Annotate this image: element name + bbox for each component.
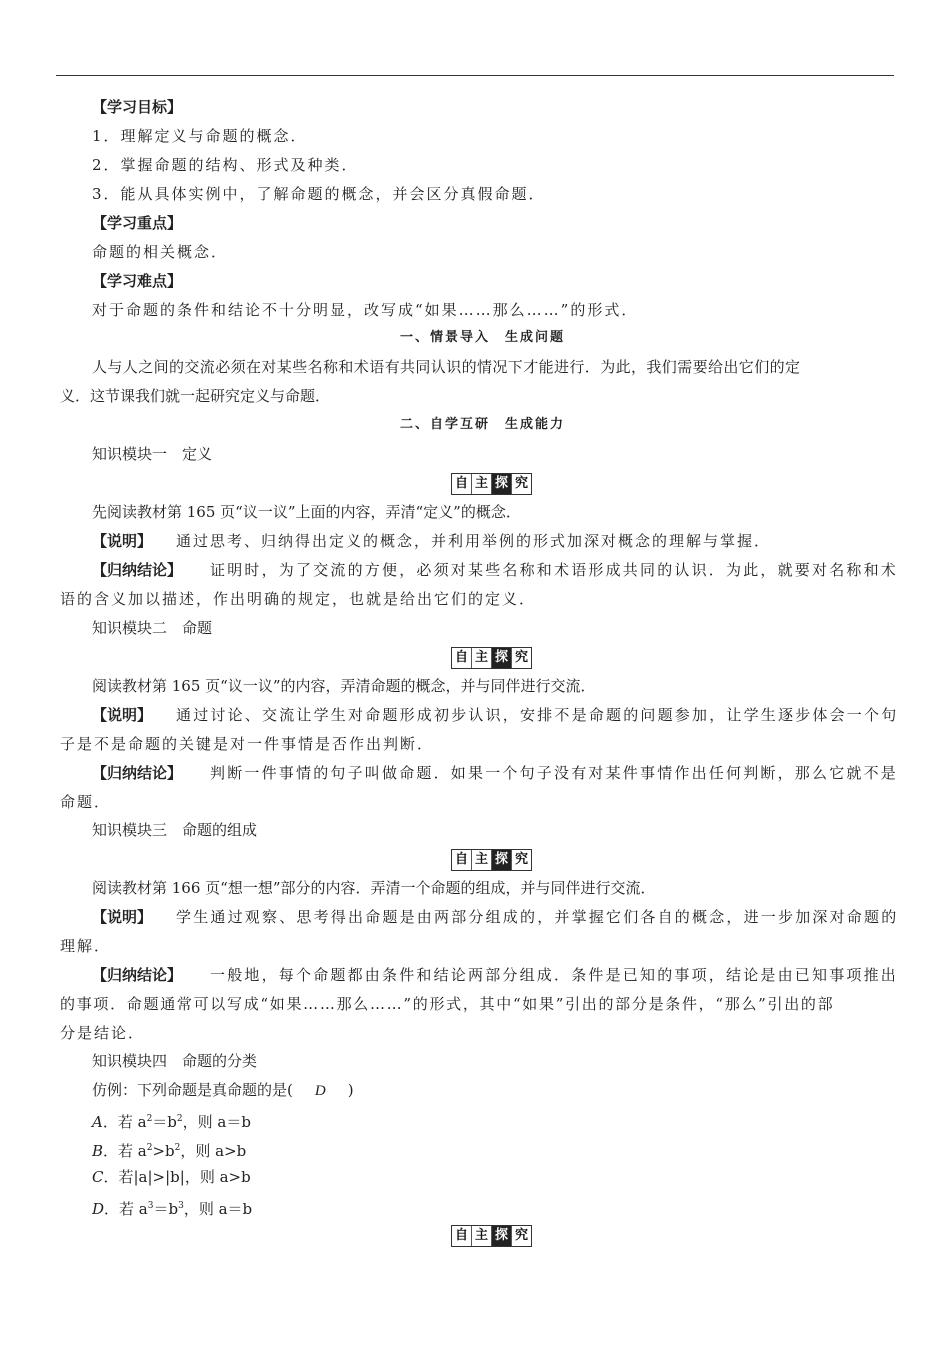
option-a — [92, 1109, 251, 1132]
goal-item: 3．能从具体实例中，了解命题的概念，并会区分真假命题． — [92, 185, 546, 203]
module-title: 知识模块一 定义 — [92, 445, 213, 463]
badge-char: 自 — [452, 1226, 472, 1246]
note-text: 通过讨论、交流让学生对命题形成初步认识，安排不是命题的问题参加，让学生逐步体会一个句 — [176, 706, 899, 724]
example-question — [92, 1080, 354, 1101]
superscript: 2 — [146, 1143, 153, 1153]
badge-char: 自 — [452, 474, 472, 494]
option-text: >b — [152, 1142, 175, 1160]
difficulty-text: 对于命题的条件和结论不十分明显，改写成“如果……那么……”的形式． — [92, 301, 639, 319]
difficulty-heading: 【学习难点】 — [92, 272, 183, 290]
answer-text: D — [314, 1083, 326, 1099]
option-text: ．若 a — [102, 1113, 147, 1131]
superscript: 2 — [176, 1114, 183, 1124]
option-label: D — [92, 1200, 105, 1218]
paragraph: 阅读教材第 166 页“想一想”部分的内容．弄清一个命题的组成，并与同伴进行交流． — [92, 879, 656, 897]
section-title: 二、自学互研 生成能力 — [400, 417, 566, 432]
goal-item: 1．理解定义与命题的概念． — [92, 127, 308, 145]
option-text: ＝b — [152, 1113, 177, 1131]
header-rule — [56, 75, 894, 76]
option-c — [92, 1167, 251, 1187]
option-text: ＝b — [153, 1200, 179, 1218]
note-label: 【说明】 — [92, 908, 153, 926]
badge-char: 主 — [472, 850, 492, 870]
option-text: ，则 a＝b — [182, 1113, 251, 1131]
paragraph: 阅读教材第 165 页“议一议”的内容，弄清命题的概念，并与同伴进行交流． — [92, 677, 596, 695]
option-text: ．若 a — [103, 1142, 147, 1160]
conclusion-text: 分是结论． — [60, 1024, 146, 1042]
badge-char: 探 — [492, 648, 512, 668]
example-prefix: 仿例：下列命题是真命题的是( — [92, 1081, 293, 1099]
self-study-badge — [451, 1225, 532, 1247]
conclusion-text: 判断一件事情的句子叫做命题．如果一个句子没有对某件事情作出任何判断，那么它就不是 — [210, 764, 899, 782]
paragraph: 义．这节课我们就一起研究定义与命题． — [60, 387, 331, 405]
option-label: A — [92, 1113, 103, 1131]
superscript: 2 — [146, 1114, 153, 1124]
goals-heading: 【学习目标】 — [92, 98, 183, 116]
option-label: C — [92, 1168, 104, 1186]
conclusion-text: 的事项．命题通常可以写成“如果……那么……”的形式，其中“如果”引出的部分是条件，“那么”引出的部 — [60, 995, 835, 1013]
module-title: 知识模块四 命题的分类 — [92, 1052, 258, 1070]
note-text: 学生通过观察、思考得出命题是由两部分组成的，并掌握它们各自的概念，进一步加深对命题的 — [176, 908, 899, 926]
self-study-badge — [451, 473, 532, 495]
focus-text: 命题的相关概念． — [92, 243, 229, 261]
badge-char: 探 — [492, 850, 512, 870]
option-text: ．若 a — [104, 1200, 148, 1218]
conclusion-text: 证明时，为了交流的方便，必须对某些名称和术语形成共同的认识．为此，就要对名称和术 — [210, 561, 899, 579]
note-label: 【说明】 — [92, 532, 153, 550]
self-study-badge — [451, 647, 532, 669]
badge-char: 究 — [514, 1228, 528, 1243]
option-text: ，则 a>b — [180, 1142, 247, 1160]
badge-char: 究 — [514, 650, 528, 665]
option-label: B — [92, 1142, 104, 1160]
option-text: ．若|a|>|b|，则 a>b — [103, 1168, 251, 1186]
focus-heading: 【学习重点】 — [92, 214, 183, 232]
option-d — [92, 1196, 252, 1219]
paragraph: 人与人之间的交流必须在对某些名称和术语有共同认识的情况下才能进行．为此，我们需要给出它们的定 — [92, 358, 801, 376]
note-label: 【说明】 — [92, 706, 153, 724]
goal-item: 2．掌握命题的结构、形式及种类． — [92, 156, 359, 174]
badge-char: 究 — [514, 476, 528, 491]
badge-char: 自 — [452, 648, 472, 668]
module-title: 知识模块二 命题 — [92, 619, 213, 637]
superscript: 3 — [178, 1201, 184, 1211]
badge-char: 主 — [472, 648, 492, 668]
conclusion-text: 语的含义加以描述，作出明确的规定，也就是给出它们的定义． — [60, 590, 537, 608]
option-text: ，则 a＝b — [183, 1200, 253, 1218]
conclusion-text: 一般地，每个命题都由条件和结论两部分组成．条件是已知的事项，结论是由已知事项推出 — [210, 966, 899, 984]
option-b — [92, 1138, 246, 1161]
superscript: 3 — [147, 1201, 154, 1211]
paragraph: 先阅读教材第 165 页“议一议”上面的内容，弄清“定义”的概念． — [92, 503, 521, 521]
conclusion-label: 【归纳结论】 — [92, 764, 183, 782]
badge-char: 主 — [472, 1226, 492, 1246]
section-title: 一、情景导入 生成问题 — [400, 330, 566, 345]
badge-char: 究 — [514, 852, 528, 867]
badge-char: 探 — [492, 474, 512, 494]
badge-char: 探 — [492, 1226, 512, 1246]
conclusion-text: 命题． — [60, 793, 112, 811]
note-text: 通过思考、归纳得出定义的概念，并利用举例的形式加深对概念的理解与掌握． — [176, 532, 772, 550]
superscript: 2 — [174, 1143, 181, 1153]
badge-char: 自 — [452, 850, 472, 870]
module-title: 知识模块三 命题的组成 — [92, 821, 258, 839]
example-suffix: ) — [347, 1081, 354, 1099]
conclusion-label: 【归纳结论】 — [92, 966, 183, 984]
note-text: 理解． — [60, 937, 112, 955]
badge-char: 主 — [472, 474, 492, 494]
note-text: 子是不是命题的关键是对一件事情是否作出判断． — [60, 735, 435, 753]
self-study-badge — [451, 849, 532, 871]
conclusion-label: 【归纳结论】 — [92, 561, 183, 579]
